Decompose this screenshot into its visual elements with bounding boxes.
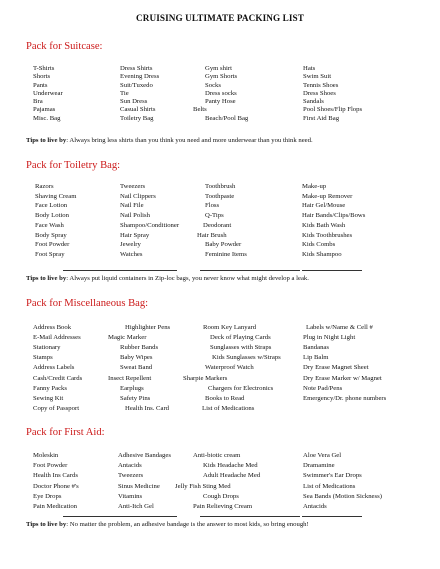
list-item: Note Pad/Pens bbox=[303, 384, 343, 392]
list-item: Shaving Cream bbox=[35, 192, 77, 200]
list-item: Anti-biotic cream bbox=[193, 452, 241, 459]
list-item: Bra bbox=[33, 98, 43, 105]
list-item: Sweat Band bbox=[120, 364, 153, 372]
list-item: Dress Shirts bbox=[120, 65, 153, 72]
list-item: Stationary bbox=[33, 344, 61, 352]
blank-line bbox=[200, 270, 300, 271]
tips-text bbox=[26, 275, 309, 282]
list-item: Health Ins. Card bbox=[125, 404, 170, 412]
list-item: Swim Suit bbox=[303, 73, 332, 81]
list-item: Kids Bath Wash bbox=[302, 221, 346, 229]
list-item: Jewelry bbox=[120, 241, 141, 249]
list-item: Safety Pins bbox=[120, 394, 151, 402]
list-item: Eye Drops bbox=[33, 492, 62, 500]
tips-body: : Always bring less shirts than you think you need and more underwear than you think need. bbox=[66, 137, 313, 144]
list-item: Body Spray bbox=[35, 231, 67, 239]
list-item: Watches bbox=[120, 250, 143, 258]
tips-label: Tips to live by bbox=[26, 275, 67, 282]
list-item: Copy of Passport bbox=[33, 404, 80, 412]
blank-line bbox=[63, 270, 177, 271]
section-heading: Pack for Suitcase: bbox=[26, 41, 103, 52]
list-item: Sun Dress bbox=[120, 98, 148, 105]
list-item: Aloe Vera Gel bbox=[303, 452, 342, 459]
list-item: Foot Spray bbox=[35, 250, 65, 258]
list-item: Suit/Tuxedo bbox=[120, 81, 153, 89]
list-item: Dress Shoes bbox=[303, 89, 336, 97]
list-item: First Aid Bag bbox=[303, 114, 340, 122]
list-item: Pajamas bbox=[33, 106, 56, 114]
list-item: Pants bbox=[33, 81, 48, 89]
blank-line bbox=[302, 516, 362, 517]
tips-label: Tips to live by bbox=[26, 521, 67, 528]
list-item: Health Ins Cards bbox=[33, 472, 78, 480]
list-item: Sandals bbox=[303, 98, 324, 105]
list-item: E-Mail Addresses bbox=[33, 334, 81, 342]
list-item: Nail Clippers bbox=[120, 192, 156, 200]
list-item: Tweezers bbox=[120, 183, 146, 190]
list-item: Doctor Phone #'s bbox=[33, 482, 79, 490]
list-item: Q-Tips bbox=[205, 212, 224, 220]
list-item: Stamps bbox=[33, 354, 53, 362]
list-item: T-Shirts bbox=[33, 65, 55, 72]
tips-text bbox=[26, 521, 309, 528]
list-item: Baby Wipes bbox=[120, 354, 153, 362]
list-item: Highlighter Pens bbox=[125, 324, 171, 331]
list-item: Cough Drops bbox=[203, 492, 239, 500]
list-item: Face Lotion bbox=[35, 202, 68, 210]
list-item: Bandanas bbox=[303, 344, 329, 352]
list-item: Emergency/Dr. phone numbers bbox=[303, 394, 387, 402]
list-item: Room Key Lanyard bbox=[203, 324, 257, 331]
list-item: Cash/Credit Cards bbox=[33, 374, 83, 382]
list-item: Feminine Items bbox=[205, 250, 247, 258]
list-item: Adhesive Bandages bbox=[118, 452, 171, 459]
list-item: Tweezers bbox=[118, 472, 144, 480]
list-item: Body Lotion bbox=[35, 212, 69, 220]
list-item: Toothbrush bbox=[205, 183, 236, 190]
list-item: Pool Shoes/Flip Flops bbox=[303, 106, 363, 114]
tips-body: : Always put liquid containers in Zip-loc bags, you never know what might develop a leak. bbox=[66, 275, 309, 282]
list-item: Kids Toothbrushes bbox=[302, 231, 353, 239]
section-heading: Pack for Toiletry Bag: bbox=[26, 160, 121, 171]
list-item: Waterproof Watch bbox=[205, 364, 254, 372]
list-item: List of Medications bbox=[303, 482, 356, 490]
list-item: Belts bbox=[193, 106, 207, 114]
document-title: CRUISING ULTIMATE PACKING LIST bbox=[136, 13, 304, 23]
list-item: Pain Medication bbox=[33, 503, 78, 510]
list-item: Plug in Night Light bbox=[303, 334, 356, 342]
list-item: Vitamins bbox=[118, 492, 143, 500]
list-item: Address Labels bbox=[33, 364, 75, 372]
list-item: Casual Shirts bbox=[120, 106, 156, 114]
list-item: Beach/Pool Bag bbox=[205, 114, 249, 122]
list-item: Kids Sunglasses w/Straps bbox=[212, 354, 281, 362]
list-item: Socks bbox=[205, 81, 221, 89]
list-item: Sunglasses with Straps bbox=[210, 344, 272, 352]
list-item: Dry Erase Marker w/ Magnet bbox=[303, 374, 382, 382]
list-item: Razors bbox=[35, 183, 54, 190]
tips-text bbox=[26, 137, 313, 144]
list-item: Panty Hose bbox=[205, 98, 236, 105]
list-item: Rubber Bands bbox=[120, 344, 159, 352]
list-item: Swimmer's Ear Drops bbox=[303, 472, 362, 480]
list-item: Misc. Bag bbox=[33, 114, 61, 122]
list-item: Foot Powder bbox=[35, 241, 70, 249]
list-item: Books to Read bbox=[205, 394, 245, 402]
list-item: Hair Brush bbox=[197, 231, 227, 239]
list-item: Make-up bbox=[302, 183, 327, 190]
list-item: Face Wash bbox=[35, 221, 64, 229]
blank-line bbox=[63, 516, 177, 517]
list-item: Shorts bbox=[33, 73, 51, 81]
list-item: Earplugs bbox=[120, 384, 144, 392]
list-item: Jelly Fish Sting Med bbox=[175, 482, 231, 490]
list-item: Kids Combs bbox=[302, 241, 336, 249]
list-item: Nail File bbox=[120, 202, 144, 210]
list-item: Antacids bbox=[303, 503, 327, 510]
list-item: Make-up Remover bbox=[302, 192, 353, 200]
list-item: Gym Shorts bbox=[205, 73, 238, 81]
list-item: Insect Repellent bbox=[108, 374, 152, 382]
list-item: Hair Spray bbox=[120, 231, 150, 239]
list-item: Labels w/Name & Cell # bbox=[306, 324, 373, 331]
list-item: Foot Powder bbox=[33, 462, 68, 470]
list-item: Sea Bands (Motion Sickness) bbox=[303, 492, 382, 500]
list-item: Dress socks bbox=[205, 89, 237, 97]
list-item: Kids Headache Med bbox=[203, 462, 258, 470]
list-item: Shampoo/Conditioner bbox=[120, 221, 180, 229]
list-item: Baby Powder bbox=[205, 241, 242, 249]
list-item: Address Book bbox=[33, 324, 72, 331]
list-item: Antacids bbox=[118, 462, 142, 470]
list-item: Deodorant bbox=[203, 221, 232, 229]
list-item: Nail Polish bbox=[120, 212, 150, 220]
section-heading: Pack for First Aid: bbox=[26, 427, 105, 438]
tips-label: Tips to live by bbox=[26, 137, 67, 144]
list-item: Dry Erase Magnet Sheet bbox=[303, 364, 369, 372]
list-item: Gym shirt bbox=[205, 65, 232, 72]
list-item: Toothpaste bbox=[205, 192, 235, 200]
list-item: Magic Marker bbox=[108, 334, 147, 342]
list-item: Underwear bbox=[33, 89, 63, 97]
tips-body: : No matter the problem, an adhesive bandage is the answer to most kids, so bring enough! bbox=[66, 521, 309, 528]
list-item: Tennis Shoes bbox=[303, 81, 339, 89]
blank-line bbox=[200, 516, 300, 517]
list-item: Tie bbox=[120, 89, 129, 97]
list-item: List of Medications bbox=[202, 404, 255, 412]
list-item: Adult Headache Med bbox=[203, 472, 261, 480]
list-item: Chargers for Electronics bbox=[208, 384, 274, 392]
list-item: Moleskin bbox=[33, 452, 59, 459]
list-item: Hair Bands/Clips/Bows bbox=[302, 212, 366, 220]
list-item: Hats bbox=[303, 65, 316, 72]
list-item: Kids Shampoo bbox=[302, 250, 342, 258]
section-heading: Pack for Miscellaneous Bag: bbox=[26, 298, 149, 309]
list-item: Evening Dress bbox=[120, 73, 160, 81]
blank-line bbox=[302, 270, 362, 271]
list-item: Hair Gel/Mouse bbox=[302, 202, 346, 210]
list-item: Sinus Medicine bbox=[118, 482, 160, 490]
list-item: Lip Balm bbox=[303, 354, 329, 362]
list-item: Toiletry Bag bbox=[120, 114, 154, 122]
list-item: Pain Relieving Cream bbox=[193, 503, 253, 510]
list-item: Deck of Playing Cards bbox=[210, 334, 271, 342]
list-item: Fanny Packs bbox=[33, 384, 67, 392]
list-item: Dramamine bbox=[303, 462, 335, 470]
list-item: Anti-Itch Gel bbox=[118, 503, 154, 510]
list-item: Floss bbox=[205, 202, 220, 210]
list-item: Sewing Kit bbox=[33, 394, 64, 402]
list-item: Sharpie Markers bbox=[183, 374, 228, 382]
